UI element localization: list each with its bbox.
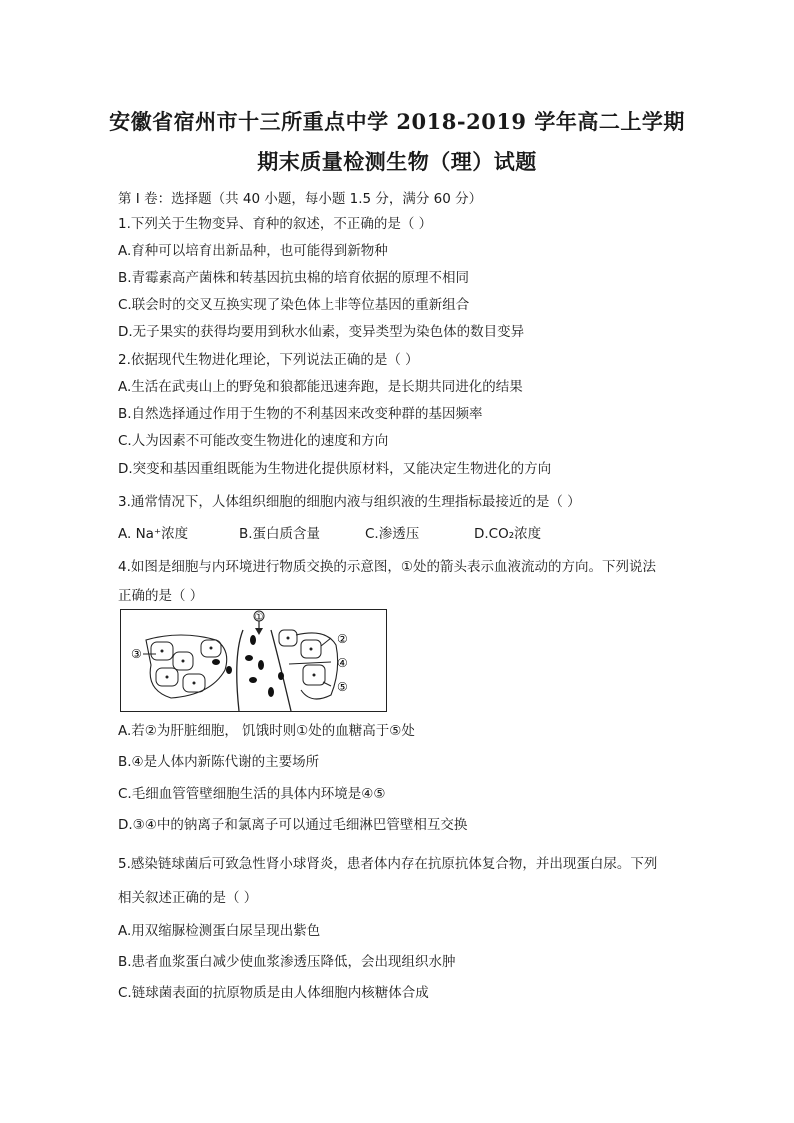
question-3-option-d: D.CO₂浓度 (474, 526, 542, 542)
tissue-boundary (296, 633, 338, 699)
question-4-option-d: D.③④中的钠离子和氯离子可以通过毛细淋巴管壁相互交换 (118, 817, 468, 833)
label-2: ② (337, 632, 348, 646)
label-4: ④ (337, 656, 348, 670)
diagram-canvas (121, 610, 386, 711)
cell-nucleus (193, 682, 196, 685)
question-2-option-b: B.自然选择通过作用于生物的不利基因来改变种群的基因频率 (118, 406, 483, 422)
cell-nucleus (166, 676, 169, 679)
question-5-option-b: B.患者血浆蛋白减少使血浆渗透压降低，会出现组织水肿 (118, 954, 456, 970)
question-3-option-b: B.蛋白质含量 (239, 526, 321, 542)
question-5-stem-line-1: 5.感染链球菌后可致急性肾小球肾炎，患者体内存在抗原抗体复合物，并出现蛋白尿。下列 (118, 856, 658, 872)
question-3-option-a: A. Na⁺浓度 (118, 526, 189, 542)
question-4-stem-line-1: 4.如图是细胞与内环境进行物质交换的示意图，①处的箭头表示血液流动的方向。下列说法 (118, 559, 656, 575)
question-1-option-a: A.育种可以培育出新品种，也可能得到新物种 (118, 243, 388, 259)
question-5-stem-line-2: 相关叙述正确的是（ ） (118, 890, 258, 906)
question-1-option-b: B.青霉素高产菌株和转基因抗虫棉的培育依据的原理不相同 (118, 270, 470, 286)
question-1-option-c: C.联会时的交叉互换实现了染色体上非等位基因的重新组合 (118, 297, 470, 313)
document-title-line-2: 期末质量检测生物（理）试题 (257, 149, 537, 174)
capillary-vessel (237, 630, 291, 711)
blood-cell (278, 672, 284, 680)
tissue-boundary (146, 635, 227, 698)
blood-cell (212, 659, 220, 665)
question-3-option-c: C.渗透压 (365, 526, 420, 542)
blood-cell (250, 635, 256, 645)
question-2-option-c: C.人为因素不可能改变生物进化的速度和方向 (118, 433, 389, 449)
blood-cell (258, 660, 264, 670)
cell-nucleus (161, 650, 164, 653)
question-4-option-b: B.④是人体内新陈代谢的主要场所 (118, 754, 320, 770)
question-1-option-d: D.无子果实的获得均要用到秋水仙素，变异类型为染色体的数目变异 (118, 324, 525, 340)
question-3-stem: 3.通常情况下，人体组织细胞的细胞内液与组织液的生理指标最接近的是（ ） (118, 494, 581, 510)
document-title-line-1: 安徽省宿州市十三所重点中学 2018-2019 学年高二上学期 (109, 109, 685, 134)
cell-nucleus (182, 660, 185, 663)
blood-cell (245, 655, 253, 661)
question-5-option-c: C.链球菌表面的抗原物质是由人体细胞内核糖体合成 (118, 985, 429, 1001)
cell-nucleus (313, 674, 316, 677)
cell-nucleus (310, 648, 313, 651)
blood-cell (249, 677, 257, 683)
cell-nucleus (210, 647, 213, 650)
section-header: 第 I 卷：选择题（共 40 小题，每小题 1.5 分，满分 60 分） (118, 191, 483, 207)
label-5: ⑤ (337, 680, 348, 694)
question-1-stem: 1.下列关于生物变异、育种的叙述，不正确的是（ ） (118, 216, 433, 232)
flow-arrow-head (255, 628, 263, 635)
leader-line (323, 682, 331, 686)
cell-nucleus (287, 637, 290, 640)
question-4-option-a: A.若②为肝脏细胞， 饥饿时则①处的血糖高于⑤处 (118, 723, 415, 739)
question-2-option-d: D.突变和基因重组既能为生物进化提供原材料，又能决定生物进化的方向 (118, 461, 552, 477)
leader-line (321, 638, 331, 646)
label-3: ③ (131, 647, 142, 661)
question-4-option-c: C.毛细血管管壁细胞生活的具体内环境是④⑤ (118, 786, 386, 802)
question-2-stem: 2.依据现代生物进化理论，下列说法正确的是（ ） (118, 352, 419, 368)
question-5-option-a: A.用双缩脲检测蛋白尿呈现出紫色 (118, 923, 321, 939)
blood-cell (226, 666, 232, 674)
leader-line (289, 662, 331, 664)
question-4-stem-line-2: 正确的是（ ） (118, 588, 204, 604)
question-2-option-a: A.生活在武夷山上的野兔和狼都能迅速奔跑，是长期共同进化的结果 (118, 379, 523, 395)
tissue-exchange-diagram (120, 609, 387, 712)
blood-cell (268, 687, 274, 697)
label-1: ① (254, 612, 264, 623)
